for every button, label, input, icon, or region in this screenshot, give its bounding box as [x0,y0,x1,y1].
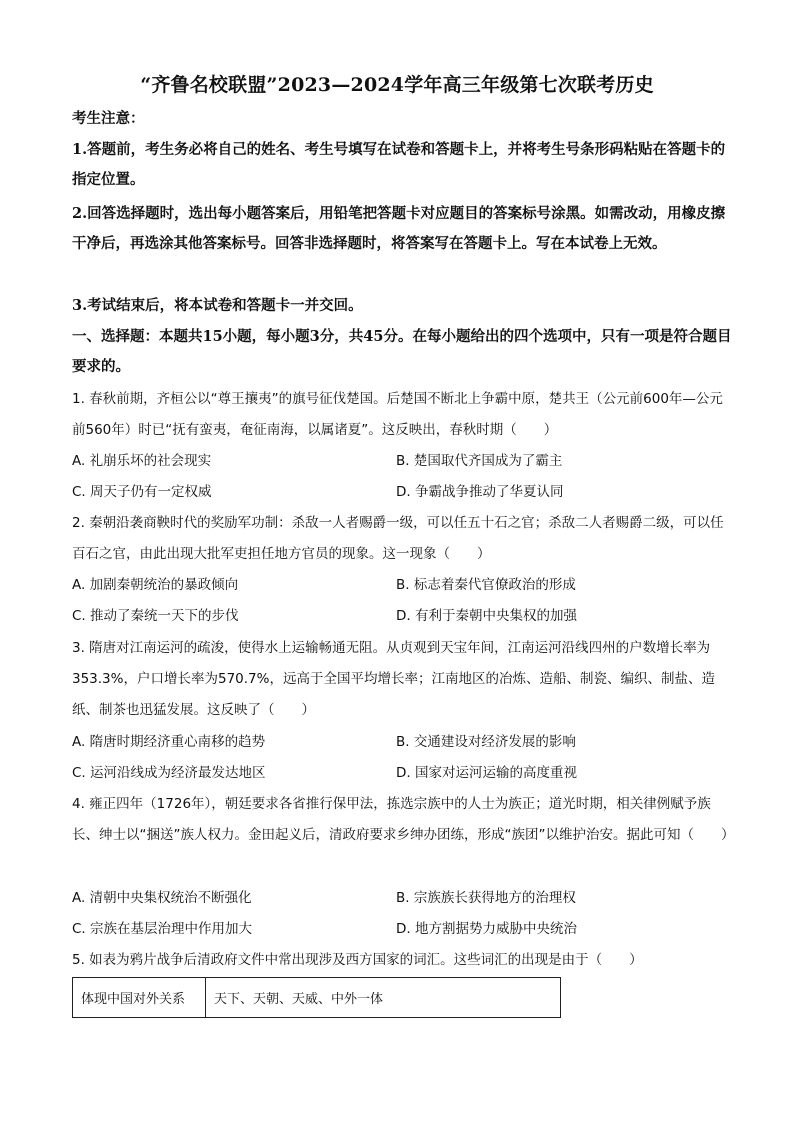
notice-item-3: 3.考试结束后，将本试卷和答题卡一并交回。 [72,297,363,314]
section-heading: 一、选择题：本题共15小题，每小题3分，共45分。在每小题给出的四个选项中，只有一项是符合题目要求的。 [72,328,732,375]
question-1-option-b[interactable]: B. 楚国取代齐国成为了霸主 [396,453,563,469]
notice-heading: 考生注意： [72,110,145,127]
question-2-stem: 2. 秦朝沿袭商鞅时代的奖励军功制：杀敌一人者赐爵一级，可以任五十石之官；杀敌二人者赐爵二级，可以任百石之官，由此出现大批军吏担任地方官员的现象。这一现象（ ） [72,515,724,562]
question-2-option-c[interactable]: C. 推动了秦统一天下的步伐 [72,608,239,624]
question-4-stem: 4. 雍正四年（1726年），朝廷要求各省推行保甲法，拣选宗族中的人士为族正；道光时期，相关律例赋予族长、绅士以“捆送”族人权力。金田起义后，清政府要求乡绅办团练，形成“族团”以维护治安。据此可知（ ） [72,796,735,843]
question-1-option-a[interactable]: A. 礼崩乐坏的社会现实 [72,453,212,469]
question-3-option-c[interactable]: C. 运河沿线成为经济最发达地区 [72,765,266,781]
vocabulary-table [72,977,561,1018]
question-1-option-d[interactable]: D. 争霸战争推动了华夏认同 [396,484,564,500]
question-1-options [72,446,732,508]
question-1-stem: 1. 春秋前期，齐桓公以“尊王攘夷”的旗号征伐楚国。后楚国不断北上争霸中原，楚共王（公元前600年—公元前560年）时已“抚有蛮夷，奄征南海，以属诸夏”。这反映出，春秋时期（ ） [72,391,723,438]
question-4-option-d[interactable]: D. 地方割据势力威胁中央统治 [396,921,577,937]
question-3-option-a[interactable]: A. 隋唐时期经济重心南移的趋势 [72,734,266,750]
question-4-option-c[interactable]: C. 宗族在基层治理中作用加大 [72,921,253,937]
question-4-option-b[interactable]: B. 宗族族长获得地方的治理权 [396,890,576,906]
exam-title: “齐鲁名校联盟”2023—2024学年高三年级第七次联考历史 [140,74,654,96]
question-2-option-d[interactable]: D. 有利于秦朝中央集权的加强 [396,608,577,624]
table-value-cell: 天下、天朝、天威、中外一体 [206,978,561,1018]
question-3-option-d[interactable]: D. 国家对运河运输的高度重视 [396,765,577,781]
question-4-options [72,883,732,945]
notice-item-1: 1.答题前，考生务必将自己的姓名、考生号填写在试卷和答题卡上，并将考生号条形码粘贴在答题卡的指定位置。 [72,141,726,188]
question-2-option-a[interactable]: A. 加剧秦朝统治的暴政倾向 [72,577,239,593]
question-2-options [72,570,732,632]
question-3-options [72,727,732,789]
question-3-stem: 3. 隋唐对江南运河的疏浚，使得水上运输畅通无阻。从贞观到天宝年间，江南运河沿线四州的户数增长率为353.3%，户口增长率为570.7%，远高于全国平均增长率；江南地区的冶炼、造船、制瓷、编织、制盐、造纸、制茶也迅猛发展。这反映了（ ） [72,640,715,718]
question-4-option-a[interactable]: A. 清朝中央集权统治不断强化 [72,890,252,906]
notice-item-2: 2.回答选择题时，选出每小题答案后，用铅笔把答题卡对应题目的答案标号涂黑。如需改动，用橡皮擦干净后，再选涂其他答案标号。回答非选择题时，将答案写在答题卡上。写在本试卷上无效。 [72,205,726,252]
table-row [73,978,561,1018]
question-3-option-b[interactable]: B. 交通建设对经济发展的影响 [396,734,576,750]
question-2-option-b[interactable]: B. 标志着秦代官僚政治的形成 [396,577,576,593]
question-5-stem: 5. 如表为鸦片战争后清政府文件中常出现涉及西方国家的词汇。这些词汇的出现是由于（ ） [72,952,643,968]
table-header-cell: 体现中国对外关系 [73,978,206,1018]
question-1-option-c[interactable]: C. 周天子仍有一定权威 [72,484,212,500]
